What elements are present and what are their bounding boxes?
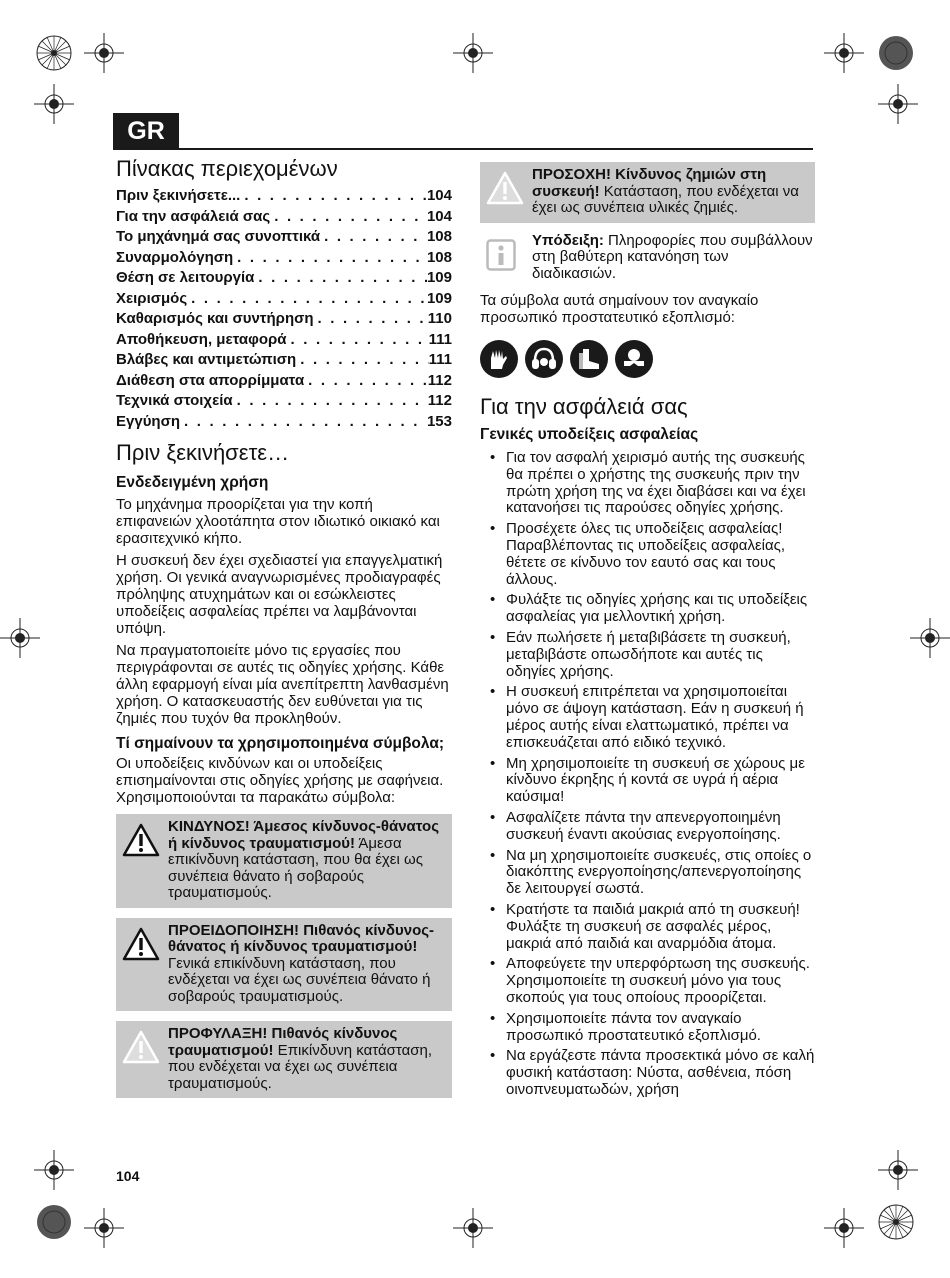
symbols-paragraph: Οι υποδείξεις κινδύνων και οι υποδείξεις επισημαίνονται στις οδηγίες χρήσης με σαφήνεια. Χρησιμοποιούνται τα παρακάτω σύμβολα: [116,755,444,806]
caution-triangle-icon [122,1026,168,1092]
ppe-icon-row [480,340,815,378]
page-number: 104 [116,1168,140,1184]
list-item: • Η συσκευή επιτρέπεται να χρησιμοποιείται μόνο σε άψογη κατάσταση. Εάν η συσκευή ή μέρος αυτής είναι ελαττωματικό, πρέπει να επισκευάζεται από ειδικό τεχνικό. [480,684,815,751]
toc-title: Πίνακας περιεχομένων [116,156,338,181]
general-safety-heading: Γενικές υποδείξεις ασφαλείας [480,426,699,443]
toc-entry[interactable]: Βλάβες και αντιμετώπιση . . . 111 [116,350,452,371]
toc-entry[interactable]: Τεχνικά στοιχεία . . . 112 [116,391,452,412]
ear-protection-icon [525,340,563,378]
warning-triangle-icon [122,819,168,902]
list-item: • Φυλάξτε τις οδηγίες χρήσης και τις υποδείξεις ασφαλείας για μελλοντική χρήση. [480,592,815,626]
intended-use-heading: Ενδεδειγμένη χρήση [116,474,269,491]
safety-list [480,450,815,1099]
crosshair-mark [824,33,864,73]
section-title-before-start: Πριν ξεκινήσετε… [116,440,290,465]
toc-entry[interactable]: Αποθήκευση, μεταφορά . . . 111 [116,330,452,351]
safety-goggles-icon [615,340,653,378]
list-item: • Χρησιμοποιείτε πάντα τον αναγκαίο προσωπικό προστατευτικό εξοπλισμό. [480,1011,815,1045]
toc-entry[interactable]: Καθαρισμός και συντήρηση . . . 110 [116,309,452,330]
crosshair-mark [878,84,918,124]
list-item: • Για τον ασφαλή χειρισμό αυτής της συσκευής θα πρέπει ο χρήστης της συσκευής πριν την πρώτη χρήση της να έχει διαβάσει και να έχει κατανοήσει τις παρούσες οδηγίες χρήσης. [480,450,815,517]
caution-notice: ΠΡΟΦΥΛΑΞΗ! Πιθανός κίνδυνος τραυματισμού! Επικίνδυνη κατάσταση, που ενδέχεται να έχει ως συνέπεια τραυματισμούς. [116,1021,452,1098]
warning-triangle-icon [122,923,168,1006]
toc-entry[interactable]: Για την ασφάλειά σας . . . 104 [116,207,452,228]
caution-triangle-icon [486,167,532,217]
table-of-contents [116,186,452,432]
print-registration-mark [876,1202,916,1242]
print-registration-mark [34,33,74,73]
toc-entry[interactable]: Το μηχάνημά σας συνοπτικά . . . 108 [116,227,452,248]
gloves-icon [480,340,518,378]
list-item: • Μη χρησιμοποιείτε τη συσκευή σε χώρους με κίνδυνο έκρηξης ή κοντά σε υγρά ή αέρια καύσιμα! [480,756,815,806]
toc-entry[interactable]: Διάθεση στα απορρίμματα . . . 112 [116,371,452,392]
right-column [480,162,815,1103]
toc-entry[interactable]: Πριν ξεκινήσετε... . . . 104 [116,186,452,207]
crosshair-mark [453,1208,493,1248]
danger-notice: ΚΙΝΔΥΝΟΣ! Άμεσος κίνδυνος-θάνατος ή κίνδυνος τραυματισμού! Άμεσα επικίνδυνη κατάσταση, που θα έχει ως συνέπεια θάνατο ή σοβαρούς τραυματισμούς. [116,814,452,908]
section-title-safety: Για την ασφάλειά σας [480,394,688,419]
list-item: • Ασφαλίζετε πάντα την απενεργοποιημένη συσκευή έναντι ακούσιας ενεργοποίησης. [480,810,815,844]
warning-notice: ΠΡΟΕΙΔΟΠΟΙΗΣΗ! Πιθανός κίνδυνος-θάνατος ή κίνδυνος τραυματισμού! Γενικά επικίνδυνη κατάσταση, που ενδέχεται να έχει ως συνέπεια θάνατο ή σοβαρούς τραυματισμούς. [116,918,452,1012]
list-item: • Να εργάζεστε πάντα προσεκτικά μόνο σε καλή φυσική κατάσταση: Νύστα, ασθένεια, πόση οινοπνευματωδών, χρήση [480,1048,815,1098]
crosshair-mark [0,618,40,658]
intended-use-paragraph: Να πραγματοποιείτε μόνο τις εργασίες που περιγράφονται σε αυτές τις οδηγίες χρήσης. Κάθε άλλη εφαρμογή είναι μία ανεπίτρεπτη λανθασμένη χρήση. Ο κατασκευαστής δεν ευθύνεται για τις ζημιές που τυχόν θα προκληθούν. [116,642,449,727]
symbols-heading: Τί σημαίνουν τα χρησιμοποιημένα σύμβολα; [116,735,445,752]
crosshair-mark [34,1150,74,1190]
print-registration-mark [876,33,916,73]
crosshair-mark [878,1150,918,1190]
list-item: • Να μη χρησιμοποιείτε συσκευές, στις οποίες ο διακόπτης ενεργοποίησης/απενεργοποίησης δε λειτουργεί σωστά. [480,848,815,898]
safety-boots-icon [570,340,608,378]
intended-use-paragraph: Το μηχάνημα προορίζεται για την κοπή επιφανειών χλοοτάπητα στον ιδιωτικό οικιακό και ερασιτεχνικό κήπο. [116,496,440,547]
language-tab: GR [113,113,179,150]
toc-entry[interactable]: Χειρισμός . . . 109 [116,289,452,310]
list-item: • Προσέχετε όλες τις υποδείξεις ασφαλείας! Παραβλέποντας τις υποδείξεις ασφαλείας, θέτετε σε κίνδυνο τον εαυτό σας και τους άλλους. [480,521,815,588]
left-column [116,156,452,1098]
attention-notice: ΠΡΟΣΟΧΗ! Κίνδυνος ζημιών στη συσκευή! Κατάσταση, που ενδέχεται να έχει ως συνέπεια υλικές ζημιές. [480,162,815,223]
list-item: • Εάν πωλήσετε ή μεταβιβάσετε τη συσκευή, μεταβιβάστε οπωσδήποτε και αυτές τις οδηγίες χρήσης. [480,630,815,680]
list-item: • Αποφεύγετε την υπερφόρτωση της συσκευής. Χρησιμοποιείτε τη συσκευή μόνο για τους σκοπούς για τους οποίους προορίζεται. [480,956,815,1006]
crosshair-mark [34,84,74,124]
hint-notice: Υπόδειξη: Πληροφορίες που συμβάλλουν στη βαθύτερη κατανόηση των διαδικασιών. [480,233,815,283]
header-rule [113,148,813,150]
crosshair-mark [910,618,950,658]
toc-entry[interactable]: Εγγύηση . . . 153 [116,412,452,433]
toc-entry[interactable]: Θέση σε λειτουργία . . . 109 [116,268,452,289]
toc-entry[interactable]: Συναρμολόγηση . . . 108 [116,248,452,269]
intended-use-paragraph: Η συσκευή δεν έχει σχεδιαστεί για επαγγελματική χρήση. Οι γενικά αναγνωρισμένες προδιαγραφές πρόληψης ατυχημάτων και οι εσώκλειστες υποδείξεις ασφαλείας πρέπει να λαμβάνονται υπόψη. [116,552,443,637]
print-registration-mark [34,1202,74,1242]
crosshair-mark [84,33,124,73]
crosshair-mark [824,1208,864,1248]
ppe-intro: Τα σύμβολα αυτά σημαίνουν τον αναγκαίο προσωπικό προστατευτικό εξοπλισμό: [480,292,759,326]
list-item: • Κρατήστε τα παιδιά μακριά από τη συσκευή! Φυλάξτε τη συσκευή σε ασφαλές μέρος, μακριά από παιδιά και αναρμόδια άτομα. [480,902,815,952]
crosshair-mark [453,33,493,73]
crosshair-mark [84,1208,124,1248]
info-icon [480,233,532,283]
